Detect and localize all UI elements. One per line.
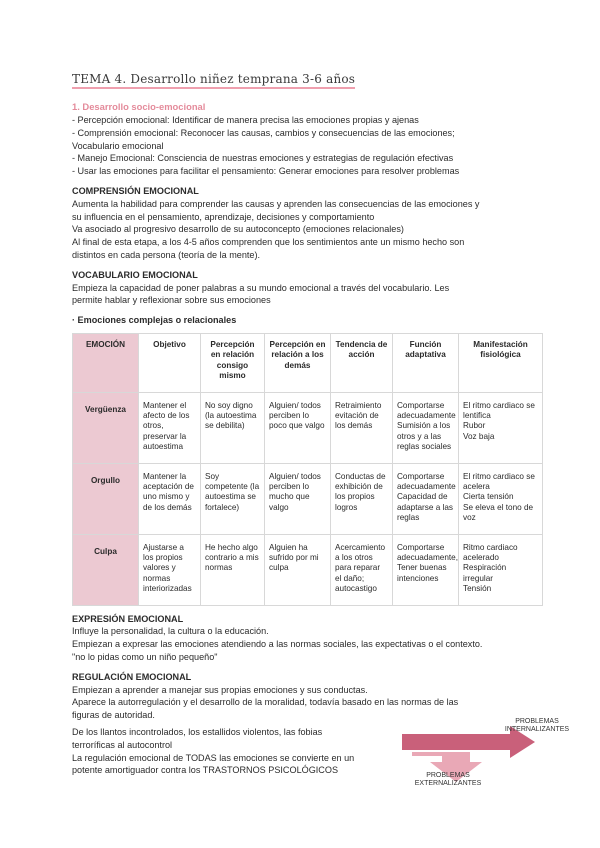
text-line: Influye la personalidad, la cultura o la educación. [72,626,269,637]
heading-vocabulario: VOCABULARIO EMOCIONAL [72,269,198,280]
table-header-cell: Percepción en relación consigo mismo [201,333,265,392]
text-line: - Comprensión emocional: Reconocer las causas, cambios y consecuencias de las emociones; [72,127,455,138]
problems-diagram [400,720,575,788]
text-line: La regulación emocional de TODAS las emociones se convierte en un [72,752,355,763]
table-cell: El ritmo cardiaco se acelera Cierta tensión Se eleva el tono de voz [459,463,543,534]
text-line: - Usar las emociones para facilitar el pensamiento: Generar emociones para resolver problemas [72,166,460,177]
table-cell: El ritmo cardiaco se lentifica Rubor Voz baja [459,392,543,463]
heading-regulacion: REGULACIÓN EMOCIONAL [72,671,192,682]
text-line: potente amortiguador contra los TRASTORNOS PSICOLÓGICOS [72,765,339,776]
table-row [73,463,543,534]
emotion-name: Culpa [73,534,139,605]
bottom-text [72,726,382,777]
text-line: Va asociado al progresivo desarrollo de su autoconcepto (emociones relacionales) [72,224,404,235]
section-heading-socio-emocional: 1. Desarrollo socio-emocional [72,101,206,112]
table-cell: Alguien ha sufrido por mi culpa [265,534,331,605]
table-header-cell: Manifestación fisiológica [459,333,543,392]
section1-list [72,114,542,178]
regulation-bottom [72,718,570,788]
table-cell: Soy competente (la autoestima se fortalece) [201,463,265,534]
text-line: Vocabulario emocional [72,140,164,151]
table-row [73,392,543,463]
table-cell: Acercamiento a los otros para reparar el daño; autocastigo [331,534,393,605]
text-line: "no lo pidas como un niño pequeño" [72,652,218,663]
table-cell: Conductas de exhibición de los propios logros [331,463,393,534]
table-cell: Mantener el afecto de los otros, preservar la autoestima [139,392,201,463]
table-cell: Comportarse adecuadamente Sumisión a los otros y a las reglas sociales [393,392,459,463]
text-line: figuras de autoridad. [72,710,155,721]
text-line: De los llantos incontrolados, los estallidos violentos, las fobias [72,727,323,738]
label-internalizantes: PROBLEMAS INTERNALIZANTES [504,718,570,734]
page-title: TEMA 4. Desarrollo niñez temprana 3-6 años [72,72,355,89]
text-line: distintos en cada persona (teoría de la mente). [72,249,261,260]
table-title: · Emociones complejas o relacionales [72,315,237,326]
table-cell: Comportarse adecuadamente Capacidad de adaptarse a las reglas [393,463,459,534]
text-line: permite hablar y reflexionar sobre sus emociones [72,295,271,306]
table-header-cell: Tendencia de acción [331,333,393,392]
text-line: terroríficas al autocontrol [72,739,173,750]
text-line: - Manejo Emocional: Consciencia de nuestras emociones y estrategias de regulación efectivas [72,153,454,164]
table-cell: Alguien/ todos perciben lo poco que valgo [265,392,331,463]
text-line: Empieza la capacidad de poner palabras a su mundo emocional a través del vocabulario. Les [72,282,450,293]
table-cell: Ajustarse a los propios valores y normas interiorizadas [139,534,201,605]
table-header-cell: EMOCIÓN [73,333,139,392]
text-line: Aparece la autorregulación y el desarrollo de la moralidad, todavía basado en las normas de las [72,697,459,708]
table-cell: No soy digno (la autoestima se debilita) [201,392,265,463]
table-cell: Ritmo cardiaco acelerado Respiración irregular Tensión [459,534,543,605]
table-header-cell: Percepción en relación a los demás [265,333,331,392]
heading-expresion: EXPRESIÓN EMOCIONAL [72,613,184,624]
text-line: Al final de esta etapa, a los 4-5 años comprenden que los sentimientos ante un mismo hecho son [72,237,465,248]
heading-comprension: COMPRENSIÓN EMOCIONAL [72,185,199,196]
text-line: Empiezan a expresar las emociones atendiendo a las normas sociales, las expectativas o el contexto. [72,639,483,650]
page [72,70,570,788]
table-header-cell: Objetivo [139,333,201,392]
emotions-table [72,333,543,606]
table-cell: Comportarse adecuadamente, Tener buenas intenciones [393,534,459,605]
table-cell: Retraimiento evitación de los demás [331,392,393,463]
text-line: - Percepción emocional: Identificar de manera precisa las emociones propias y ajenas [72,115,419,125]
text-line: su influencia en el pensamiento, aprendizaje, decisiones y comportamiento [72,211,375,222]
table-cell: He hecho algo contrario a mis normas [201,534,265,605]
text-line: Aumenta la habilidad para comprender las causas y aprenden las consecuencias de las emociones y [72,198,480,209]
table-header-row [73,333,543,392]
label-externalizantes: PROBLEMAS EXTERNALIZANTES [414,772,482,788]
table-header-cell: Función adaptativa [393,333,459,392]
table-cell: Mantener la aceptación de uno mismo y de los demás [139,463,201,534]
text-line: Empiezan a aprender a manejar sus propias emociones y sus conductas. [72,684,368,695]
emotion-name: Orgullo [73,463,139,534]
table-cell: Alguien/ todos perciben lo mucho que valgo [265,463,331,534]
table-row [73,534,543,605]
emotion-name: Vergüenza [73,392,139,463]
